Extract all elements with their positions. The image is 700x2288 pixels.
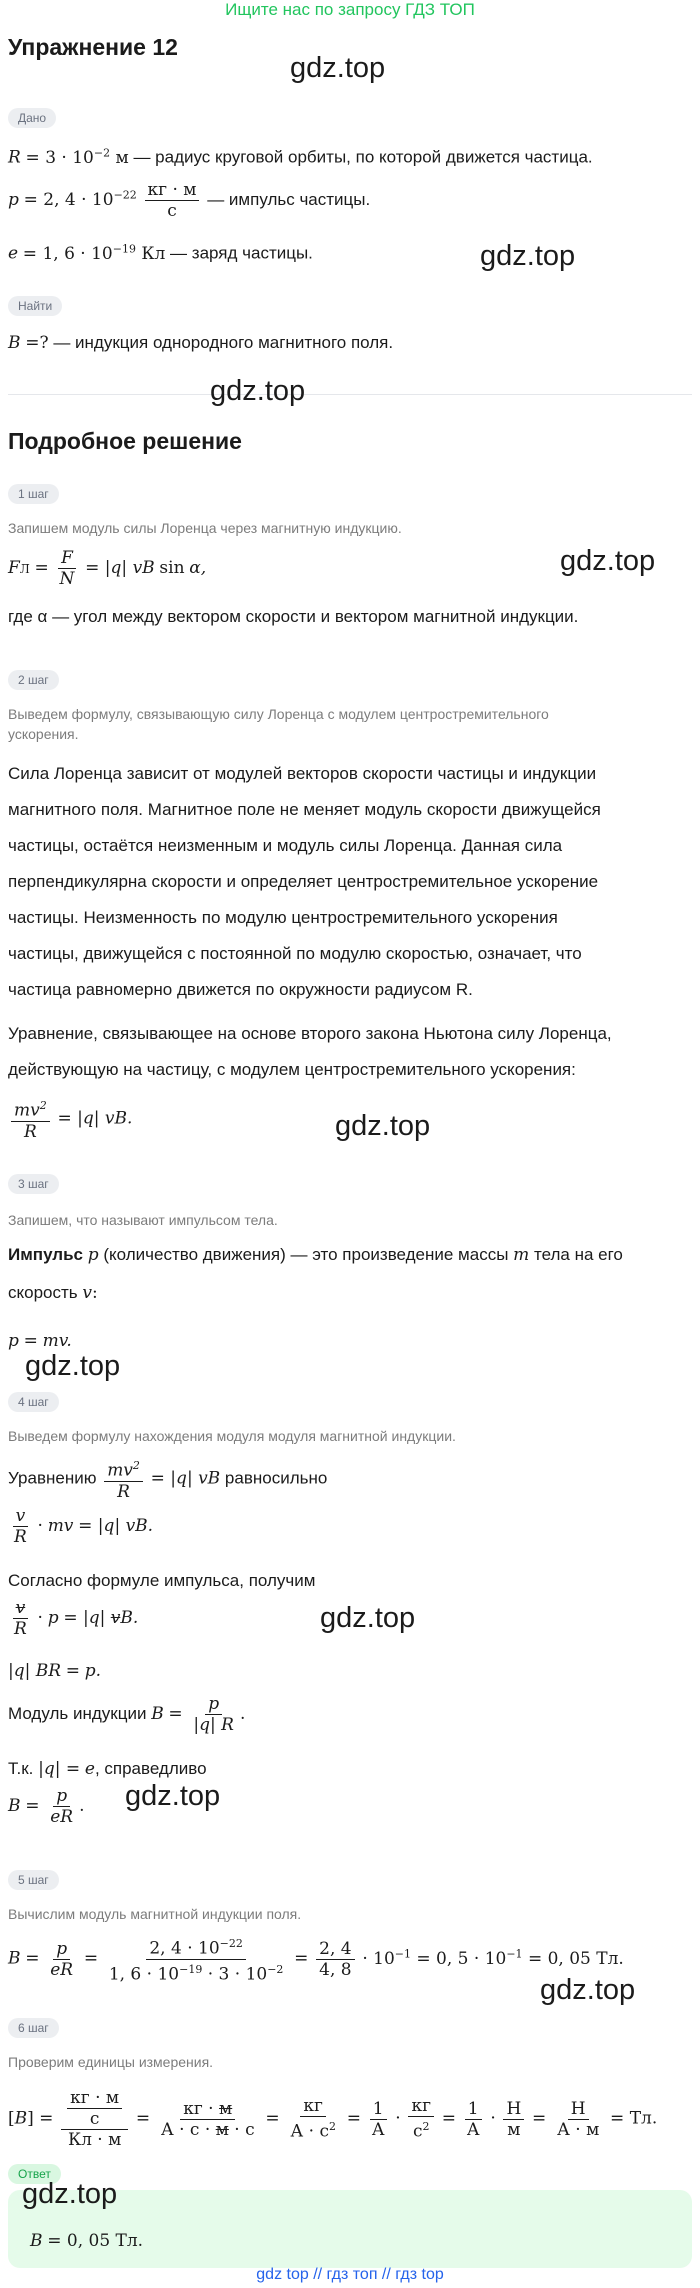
step-5-badge: 5 шаг [8,1870,59,1890]
step-4-line-2: Согласно формуле импульса, получим [8,1571,316,1590]
watermark: gdz.top [22,2178,118,2210]
find-badge: Найти [8,296,62,316]
watermark: gdz.top [335,1110,431,1142]
divider [8,394,692,395]
step-4-formula-4: B = $\frac{p}{eR}$ . [8,1786,85,1827]
given-line-radius: $R = 3 \cdot 10^{-2}$ м — радиус круговой орбиты, по которой движется частица. [8,146,593,168]
step-4-muted: Выведем формулу нахождения модуля модуля магнитной индукции. [8,1428,456,1444]
step-3-line: скорость v: [8,1283,98,1303]
step-3-line: Импульс p (количество движения) — это произведение массы m тела на его [8,1245,623,1265]
watermark: gdz.top [540,1974,636,2006]
step-2-paragraph: Сила Лоренца зависит от модулей векторов скорости частицы и индукции магнитного поля. Магнитное поле не меняет модуль скорости движущейся частицы, остаётся неизменным и модуль силы Лоренца. Данная сила перпендикулярна скорости и определяет центростремительное ускорение частицы. Неизменность по модулю центростремительного ускорения частицы, движущейся с постоянной по модулю скоростью, означает, что частица равномерно движется по окружности радиусом R. [8,764,601,999]
top-banner[interactable]: Ищите нас по запросу ГДЗ ТОП [225,0,475,19]
step-1-muted: Запишем модуль силы Лоренца через магнитную индукцию. [8,520,402,536]
watermark: gdz.top [290,52,386,84]
step-4-badge: 4 шаг [8,1392,59,1412]
footer-links[interactable]: gdz top // гдз топ // гдз top [256,2266,444,2283]
answer-formula: B = 0, 05 Тл. [30,2231,144,2251]
step-5-muted: Вычислим модуль магнитной индукции поля. [8,1906,302,1922]
step-4-formula-3: |q| BR = p. [8,1661,102,1681]
step-3-badge: 3 шаг [8,1174,59,1194]
step-3-formula: p = mv. [8,1331,72,1351]
step-4-formula-1: $\frac{v}{R}$ · mv = |q| vB. [14,1506,154,1547]
watermark: gdz.top [210,375,306,407]
step-2-badge: 2 шаг [8,670,59,690]
page-title: Упражнение 12 [8,34,178,60]
step-1-text: где α — угол между вектором скорости и вектором магнитной индукции. [8,607,579,626]
step-4-line-3: Модуль индукции B = $\frac{p}{|q| R}$ . [8,1694,246,1735]
find-line: B =? — индукция однородного магнитного поля. [8,333,394,353]
step-6-muted: Проверим единицы измерения. [8,2054,214,2070]
step-3-muted: Запишем, что называют импульсом тела. [8,1212,278,1228]
step-1-formula: FЛ = $\frac{F}{N}$ = |q| vB sin α, [8,548,207,589]
step-1-badge: 1 шаг [8,484,59,504]
given-badge: Дано [8,108,56,128]
watermark: gdz.top [480,240,576,272]
step-2-muted: Выведем формулу, связывающую силу Лоренца с модулем центростремительного [8,706,549,722]
step-2-muted: ускорения. [8,726,79,742]
step-2-formula: $\frac{mv^2}{R}$ = |q| vB. [8,1096,132,1142]
solution-title: Подробное решение [8,428,242,454]
step-4-line-4: Т.к. |q| = e, справедливо [8,1759,207,1779]
watermark: gdz.top [125,1780,221,1812]
watermark: gdz.top [320,1602,416,1634]
step-4-formula-2: $\frac{v}{R}$ · p = |q| vB. [14,1598,139,1639]
step-5-formula: B = $\frac{p}{eR}$ = $\frac{2, 4 \cdot 10^{-22}}{1, 6 \cdot 10^{-19} \cdot 3 \cdot 10^{-2}}$ = $\frac{2, 4}{4, 8}$ · $10^{-1} = 0$, $5 \cdot 10^{-1} = 0$, 05 Тл. [8,1934,624,1984]
watermark: gdz.top [560,545,656,577]
watermark: gdz.top [25,1350,121,1382]
given-line-charge: e = 1, $6 \cdot 10^{-19}$ Кл — заряд частицы. [8,242,313,264]
step-4-line-1: Уравнению $\frac{mv^2}{R}$ = |q| vB равносильно [8,1456,327,1502]
answer-badge: Ответ [8,2164,61,2184]
step-6-formula: [B] = $\frac{\frac{кг \cdot м}{с}}{Кл \cdot м}$ = $\frac{кг \cdot м}{А \cdot с \cdot м \cdot с}$ = $\frac{кг}{А \cdot с^2}$ = $\frac{1}{А}$ · $\frac{кг}{с^2}$ = $\frac{1}{А}$ · $\frac{Н}{м}$ = $\frac{Н}{А \cdot м}$ = Тл. [8,2088,658,2150]
step-2-paragraph-2: Уравнение, связывающее на основе второго закона Ньютона силу Лоренца, действующую на частицу, с модулем центростремительного ускорения: [8,1024,612,1079]
given-line-momentum: p = 2, $4 \cdot 10^{-22}$ $\frac{кг \cdot м}{с}$ — импульс частицы. [8,180,371,221]
step-6-badge: 6 шаг [8,2018,59,2038]
